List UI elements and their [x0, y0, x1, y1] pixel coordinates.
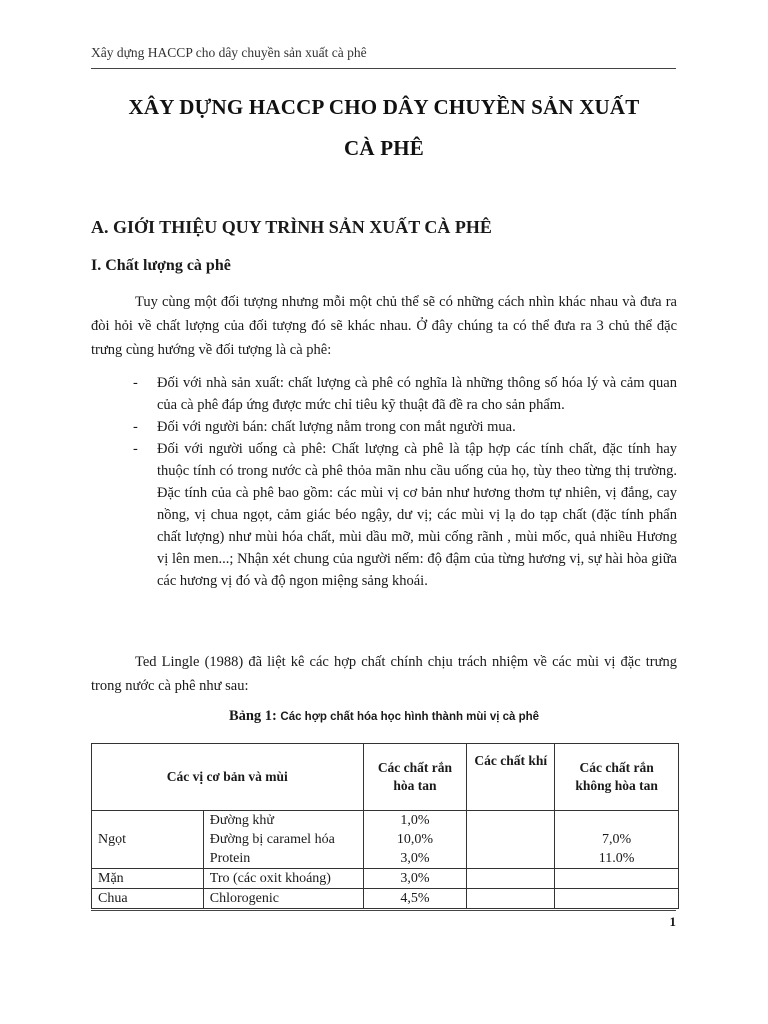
bullet-dash: - — [133, 375, 138, 391]
bullet-text: Đối với nhà sản xuất: chất lượng cà phê có nghĩa là những thông số hóa lý và cảm quan của cà phê đáp ứng được mức chỉ tiêu kỹ thuật đã đề ra cho sản phẩm. — [157, 375, 677, 413]
running-header: Xây dựng HACCP cho dây chuyền sản xuất cà phê — [91, 45, 367, 60]
lingle-paragraph: Ted Lingle (1988) đã liệt kê các hợp chất chính chịu trách nhiệm về các mùi vị đặc trưng trong nước cà phê như sau: — [91, 654, 677, 694]
taste-cell: Chua — [92, 889, 204, 909]
soluble-value: 3,0% — [400, 851, 430, 866]
compound-name: Protein — [209, 851, 251, 866]
table-caption — [0, 708, 768, 725]
header-gases: Các chất khí — [467, 744, 555, 811]
section-heading: A. GIỚI THIỆU QUY TRÌNH SẢN XUẤT CÀ PHÊ — [91, 217, 492, 237]
page-number: 1 — [669, 914, 676, 929]
compounds-cell — [203, 811, 363, 869]
list-item — [91, 416, 677, 438]
document-title-line-2: CÀ PHÊ — [344, 136, 424, 160]
gases-cell — [467, 869, 555, 889]
soluble-cell: 4,5% — [363, 889, 467, 909]
soluble-cell: 3,0% — [363, 869, 467, 889]
gases-cell — [467, 889, 555, 909]
soluble-cell — [363, 811, 467, 869]
taste-cell: Mặn — [92, 869, 204, 889]
gases-cell — [467, 811, 555, 869]
table-caption-label: Bảng 1: — [228, 708, 277, 724]
table-row — [92, 889, 679, 909]
table-header-row — [92, 744, 679, 811]
bullet-dash: - — [133, 441, 138, 457]
list-item — [91, 438, 677, 592]
bullet-text: Đối với người bán: chất lượng nằm trong con mắt người mua. — [157, 419, 516, 435]
soluble-value: 1,0% — [400, 813, 430, 828]
bullet-dash: - — [133, 419, 138, 435]
insoluble-value: 7,0% — [602, 832, 632, 847]
insoluble-cell — [555, 811, 679, 869]
list-item — [91, 372, 677, 416]
compound-name: Đường khử — [209, 813, 274, 828]
compound-name: Đường bị caramel hóa — [209, 832, 335, 847]
insoluble-cell — [555, 869, 679, 889]
header-soluble-solids: Các chất rắn hòa tan — [363, 744, 467, 811]
compounds-cell: Chlorogenic — [203, 889, 363, 909]
insoluble-value — [561, 811, 672, 830]
subsection-heading: I. Chất lượng cà phê — [91, 257, 231, 274]
header-insoluble-solids: Các chất rắn không hòa tan — [555, 744, 679, 811]
header-basic-tastes: Các vị cơ bản và mùi — [92, 744, 364, 811]
compounds-cell: Tro (các oxit khoáng) — [203, 869, 363, 889]
soluble-value: 10,0% — [396, 832, 434, 847]
table-caption-text: Các hợp chất hóa học hình thành mùi vị cà phê — [280, 711, 540, 723]
footer-divider — [91, 910, 676, 911]
taste-cell: Ngọt — [92, 811, 204, 869]
intro-paragraph: Tuy cùng một đối tượng nhưng mỗi một chủ thể sẽ có những cách nhìn khác nhau và đưa ra đòi hỏi về chất lượng của đối tượng đó sẽ khác nhau. Ở đây chúng ta có thể đưa ra 3 chủ thể đặc trưng cùng hướng về đối tượng là cà phê: — [91, 294, 677, 358]
header-divider — [91, 68, 676, 69]
insoluble-cell — [555, 889, 679, 909]
insoluble-value: 11.0% — [598, 851, 635, 866]
table-row — [92, 869, 679, 889]
bullet-list — [91, 372, 677, 592]
document-title-line-1: XÂY DỰNG HACCP CHO DÂY CHUYỀN SẢN XUẤT — [128, 95, 640, 119]
bullet-text: Đối với người uống cà phê: Chất lượng cà phê là tập hợp các tính chất, đặc tính hay thuộc tính có trong nước cà phê thỏa mãn nhu cầu uống của họ, tùy theo từng thị trường. Đặc tính của cà phê bao gồm: các mùi vị cơ bản như hương thơm tự nhiên, vị đắng, cay nồng, vị chua ngọt, cảm giác béo ngậy, dư vị; các mùi vị lạ do tạp chất (đặc tính phẩn chất lượng) như mùi hóa chất, mùi dầu mỡ, mùi cống rãnh , mùi mốc, quả nhiều Hương vị lên men...; Nhận xét chung của người nếm: độ đậm của từng hương vị, sự hài hòa giữa các hương vị đó và độ ngon miệng sảng khoái. — [157, 441, 677, 589]
table-row — [92, 811, 679, 869]
flavor-compounds-table — [91, 743, 679, 909]
